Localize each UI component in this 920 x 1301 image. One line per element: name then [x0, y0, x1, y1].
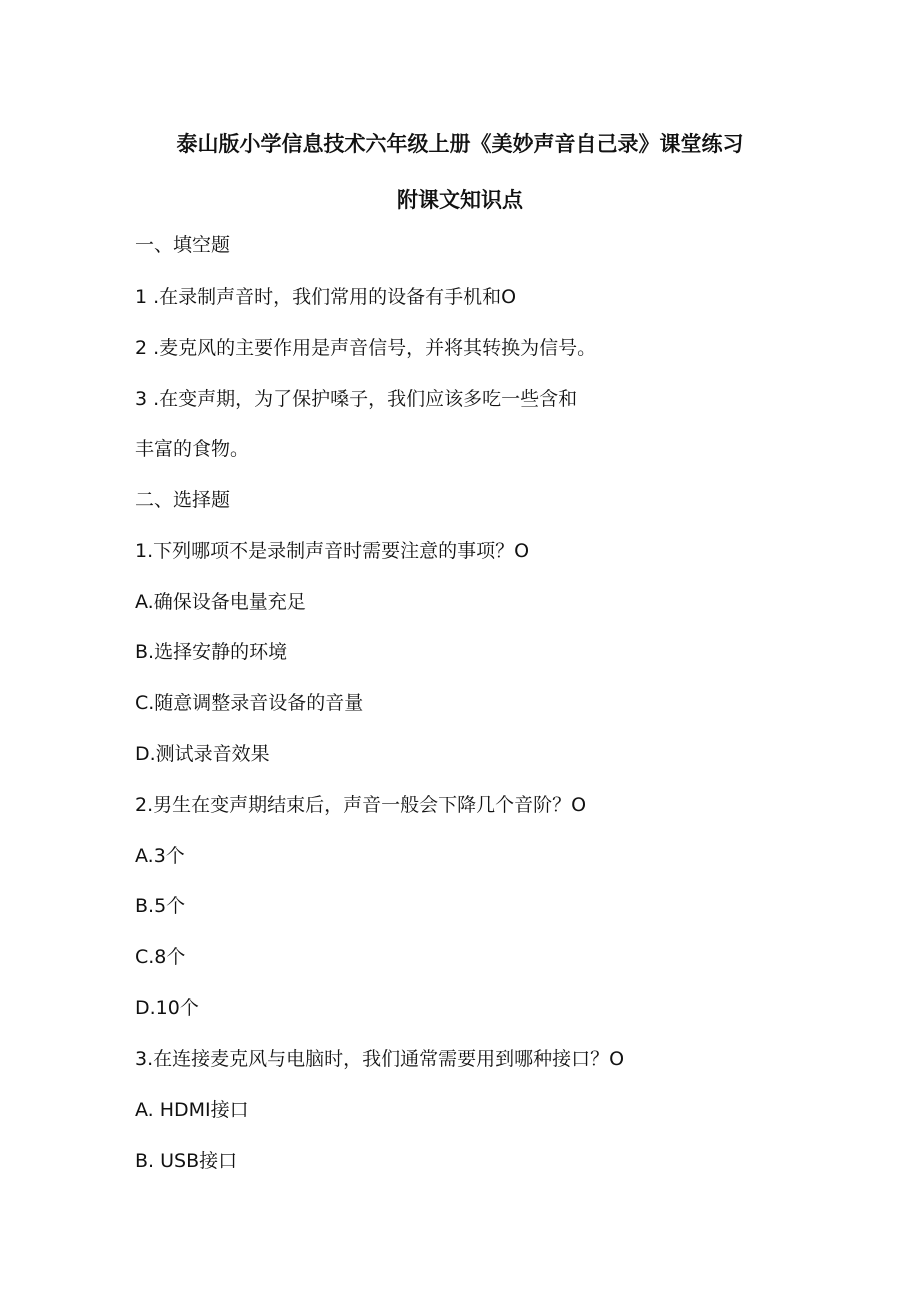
- fill-question-3-continued: 丰富的食物。: [135, 438, 250, 460]
- section-heading-fill-in: 一、填空题: [135, 234, 231, 256]
- choice-question-2-option-d: D.10个: [135, 997, 199, 1019]
- choice-question-3-option-b: B. USB接口: [135, 1150, 238, 1172]
- document-title: 泰山版小学信息技术六年级上册《美妙声音自己录》课堂练习: [176, 132, 744, 156]
- choice-question-2-option-a: A.3个: [135, 845, 185, 867]
- choice-question-1-option-d: D.测试录音效果: [135, 743, 270, 765]
- choice-question-2-option-c: C.8个: [135, 946, 186, 968]
- section-heading-choice: 二、选择题: [135, 489, 231, 511]
- choice-question-3-stem: 3.在连接麦克风与电脑时，我们通常需要用到哪种接口？O: [135, 1048, 625, 1070]
- choice-question-2-stem: 2.男生在变声期结束后，声音一般会下降几个音阶？O: [135, 794, 587, 816]
- choice-question-1-option-a: A.确保设备电量充足: [135, 591, 306, 613]
- choice-question-1-option-b: B.选择安静的环境: [135, 641, 288, 663]
- choice-question-1-option-c: C.随意调整录音设备的音量: [135, 692, 364, 714]
- document-subtitle: 附课文知识点: [397, 188, 523, 212]
- fill-question-2: 2 .麦克风的主要作用是声音信号，并将其转换为信号。: [135, 337, 597, 359]
- choice-question-1-stem: 1.下列哪项不是录制声音时需要注意的事项？O: [135, 540, 530, 562]
- fill-question-3: 3 .在变声期，为了保护嗓子，我们应该多吃一些含和: [135, 388, 578, 410]
- choice-question-2-option-b: B.5个: [135, 895, 186, 917]
- fill-question-1: 1 .在录制声音时，我们常用的设备有手机和O: [135, 286, 517, 308]
- choice-question-3-option-a: A. HDMI接口: [135, 1099, 249, 1121]
